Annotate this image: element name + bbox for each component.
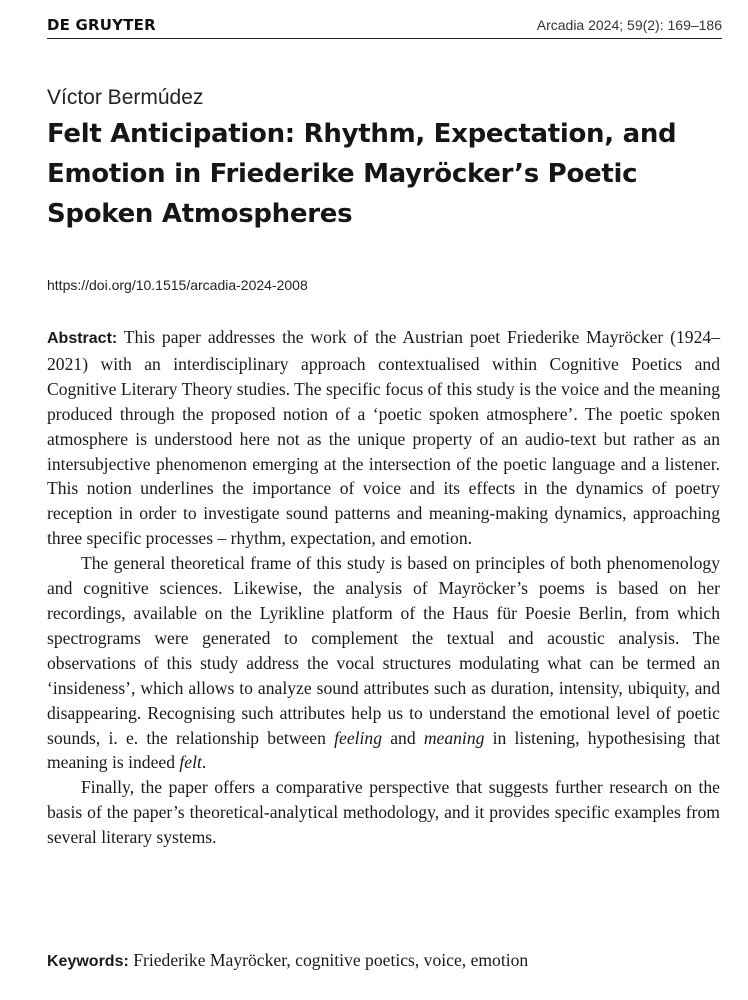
abstract-text-2a: The general theoretical frame of this study is based on principles of both phenomenology and cognitive sciences. Likewise, the analysis of Mayröcker’s poems is based on her recordings, available on the Lyrikline platform of the Haus für Poesie Berlin, from which spectrograms were generated to complement the textual and acoustic analysis. The observations of this study address the vocal structures modulating what can be termed an ‘insideness’, which allows to analyze sound attributes such as duration, intensity, ubiquity, and disappearing. Recognising such attributes help us to understand the emotional level of poetic sounds, i. e. the relationship between bbox=[47, 553, 720, 748]
abstract-text-3: Finally, the paper offers a comparative perspective that suggests further research on the basis of the paper’s theoretical-analytical methodology, and it provides specific examples from several literary systems. bbox=[47, 777, 720, 848]
keywords-label: Keywords: bbox=[47, 953, 129, 970]
abstract-label: Abstract: bbox=[47, 330, 118, 347]
abstract-text-2b: and bbox=[390, 727, 416, 748]
abstract-paragraph-1 bbox=[47, 325, 720, 551]
abstract-text-1: This paper addresses the work of the Austrian poet Friederike Mayröcker (1924–2021) with an interdisciplinary approach contextualised within Cognitive Poetics and Cognitive Literary Theory studies. The specific focus of this study is the voice and the meaning produced through the proposed notion of a ‘poetic spoken atmosphere’. The poetic spoken atmosphere is understood here not as the unique property of an audio-text but rather as an intersubjective phenomenon emerging at the intersection of the poetic language and a listener. This notion underlines the importance of voice and its effects in the dynamics of poetry reception in order to investigate sound patterns and meaning-making dynamics, approaching three specific processes – rhythm, expectation, and emotion. bbox=[47, 327, 720, 549]
publisher-logo: DE GRUYTER bbox=[47, 16, 156, 34]
abstract-text-2c: in listening, hypothesising that meaning is indeed bbox=[47, 727, 721, 773]
article-title: Felt Anticipation: Rhythm, Expectation, and Emotion in Friederike Mayröcker’s Poetic Spoken Atmospheres bbox=[47, 119, 677, 229]
doi-link[interactable]: https://doi.org/10.1515/arcadia-2024-2008 bbox=[47, 277, 308, 293]
abstract-text-2d: . bbox=[201, 752, 207, 773]
emphasis-feeling: feeling bbox=[334, 727, 383, 748]
page-header bbox=[47, 14, 722, 39]
emphasis-meaning: meaning bbox=[423, 727, 485, 748]
emphasis-felt: felt bbox=[179, 752, 202, 773]
keywords-text: Friederike Mayröcker, cognitive poetics, voice, emotion bbox=[133, 950, 529, 970]
abstract-paragraph-3 bbox=[47, 775, 720, 850]
abstract-section bbox=[47, 325, 720, 850]
keywords-section bbox=[47, 950, 737, 971]
author-name: Víctor Bermúdez bbox=[47, 86, 204, 109]
abstract-paragraph-2 bbox=[47, 551, 720, 775]
journal-citation: Arcadia 2024; 59(2): 169–186 bbox=[536, 17, 722, 33]
